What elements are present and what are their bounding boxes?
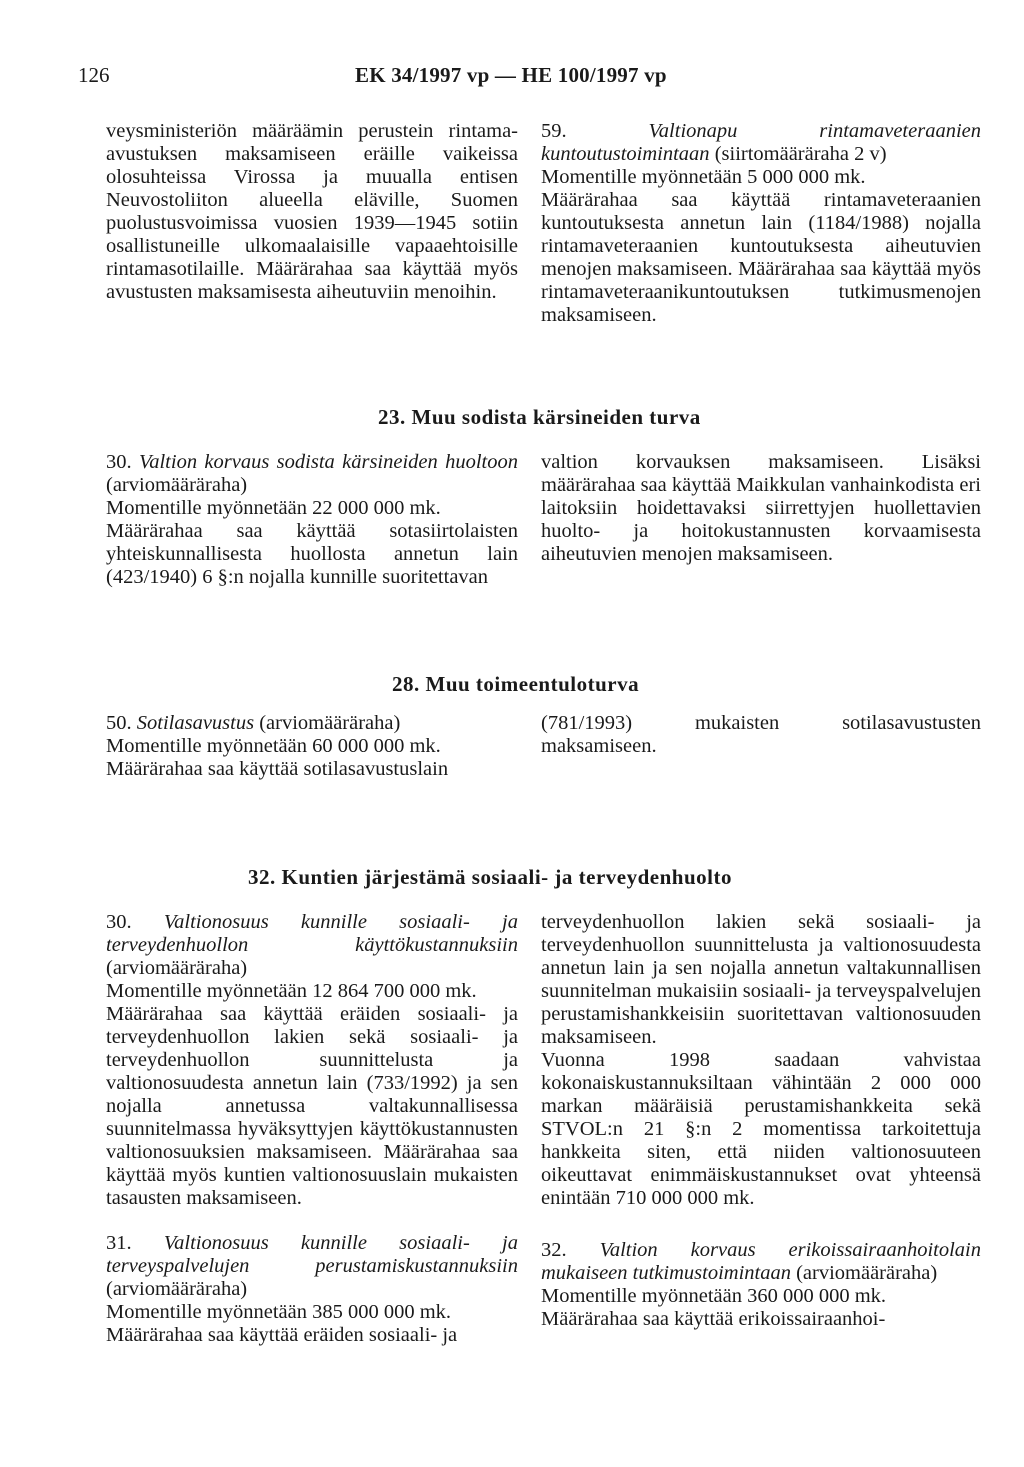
paragraph: (781/1993) mukaisten sotilasavustusten maksamiseen. [541, 712, 981, 757]
section23-right-column [541, 451, 981, 566]
paragraph: Määrärahaa saa käyttää eräiden sosiaali- ja terveydenhuollon lakien sekä sosiaali- ja terveydenhuollon suunnittelusta ja valtionosuudesta annetun lain (733/1992) ja sen nojalla annetussa valtakunnallisessa suunnitelmassa hyväksyttyjen käyttökustannusten valtionosuuksien maksamiseen. Määrärahaa saa käyttää myös kuntien valtionosuuslain mukaisten tasausten maksamiseen. [106, 1003, 518, 1209]
paragraph: terveydenhuollon lakien sekä sosiaali- ja terveydenhuollon suunnittelusta ja valtionosuudesta annetun lain ja sen nojalla annetun valtakunnallisen suunnitelman mukaisiin sosiaali- ja terveyspalvelujen perustamishankkeisiin suoritettavan valtionosuuden maksamiseen. [541, 911, 981, 1048]
section32-right-column-lower [541, 1239, 981, 1331]
section28-left-column [106, 712, 518, 781]
item-title-31: 31. Valtionosuus kunnille sosiaali- ja terveyspalvelujen perustamiskustannuksiin (arviomääräraha) [106, 1232, 518, 1300]
section23-left-column [106, 451, 518, 589]
item-amount: Momentille myönnetään 385 000 000 mk. [106, 1301, 452, 1323]
item-title-50: 50. Sotilasavustus (arviomääräraha) [106, 712, 401, 734]
item-title-59: 59. Valtionapu rintamaveteraanien kuntoutustoimintaan (siirtomääräraha 2 v) [541, 120, 981, 165]
top-right-column [541, 120, 981, 327]
item-amount: Momentille myönnetään 60 000 000 mk. [106, 735, 441, 757]
paragraph: Määrärahaa saa käyttää sotilasavustuslain [106, 758, 449, 780]
page-header [78, 64, 978, 90]
paragraph: Määrärahaa saa käyttää erikoissairaanhoi- [541, 1308, 886, 1330]
section28-right-column [541, 712, 981, 758]
item-amount: Momentille myönnetään 22 000 000 mk. [106, 497, 441, 519]
paragraph: Vuonna 1998 saadaan vahvistaa kokonaiskustannuksiltaan vähintään 2 000 000 markan määräisiä perustamishankkeita sekä STVOL:n 21 §:n 2 momentissa tarkoitettuja hankkeita siten, että niiden valtionosuuteen oikeuttavat enimmäiskustannukset ovat yhteensä enintään 710 000 000 mk. [541, 1049, 981, 1209]
paragraph: valtion korvauksen maksamiseen. Lisäksi määrärahaa saa käyttää Maikkulan vanhainkodista eri laitoksiin hoidettavaksi siirrettyjen huollettavien huolto- ja hoitokustannusten korvaamisesta aiheutuvien menojen maksamiseen. [541, 451, 981, 565]
section-heading-23: 23. Muu sodista kärsineiden turva [378, 405, 701, 429]
item-title-30: 30. Valtionosuus kunnille sosiaali- ja terveydenhuollon käyttökustannuksiin (arviomääräraha) [106, 911, 518, 979]
paragraph: Määrärahaa saa käyttää eräiden sosiaali- ja [106, 1324, 458, 1346]
item-amount: Momentille myönnetään 5 000 000 mk. [541, 166, 866, 188]
section32-right-column [541, 911, 981, 1210]
paragraph: veysministeriön määräämin perustein rintama-avustuksen maksamiseen eräille vaikeissa olosuhteissa Virossa ja muualla entisen Neuvostoliiton alueella eläville, Suomen puolustusvoimissa vuosien 1939—1945 sotiin osallistuneille ulkomaalaisille vapaaehtoisille rintamasotilaille. Määrärahaa saa käyttää myös avustusten maksamisesta aiheutuviin menoihin. [106, 120, 518, 303]
paragraph: Määrärahaa saa käyttää sotasiirtolaisten yhteiskunnallisesta huollosta annetun lain (423/1940) 6 §:n nojalla kunnille suoritettavan [106, 520, 518, 588]
section-heading-28: 28. Muu toimeentuloturva [392, 672, 640, 696]
section-heading-32: 32. Kuntien järjestämä sosiaali- ja terveydenhuolto [248, 865, 732, 889]
item-amount: Momentille myönnetään 12 864 700 000 mk. [106, 980, 477, 1002]
section32-left-column [106, 911, 518, 1347]
item-title-30: 30. Valtion korvaus sodista kärsineiden huoltoon (arviomääräraha) [106, 451, 519, 496]
top-left-column [106, 120, 518, 304]
page-number: 126 [78, 63, 110, 87]
item-title-32: 32. Valtion korvaus erikoissairaanhoitolain mukaiseen tutkimustoimintaan (arviomääräraha) [541, 1239, 981, 1284]
paragraph: Määrärahaa saa käyttää rintamaveteraanien kuntoutuksesta annetun lain (1184/1988) nojalla rintamaveteraanien kuntoutuksesta aiheutuvien menojen maksamiseen. Määrärahaa saa käyttää myös rintamaveteraanikuntoutuksen tutkimusmenojen maksamiseen. [541, 189, 981, 326]
item-amount: Momentille myönnetään 360 000 000 mk. [541, 1285, 887, 1307]
spacer [106, 1210, 518, 1232]
running-head: EK 34/1997 vp — HE 100/1997 vp [355, 63, 667, 87]
